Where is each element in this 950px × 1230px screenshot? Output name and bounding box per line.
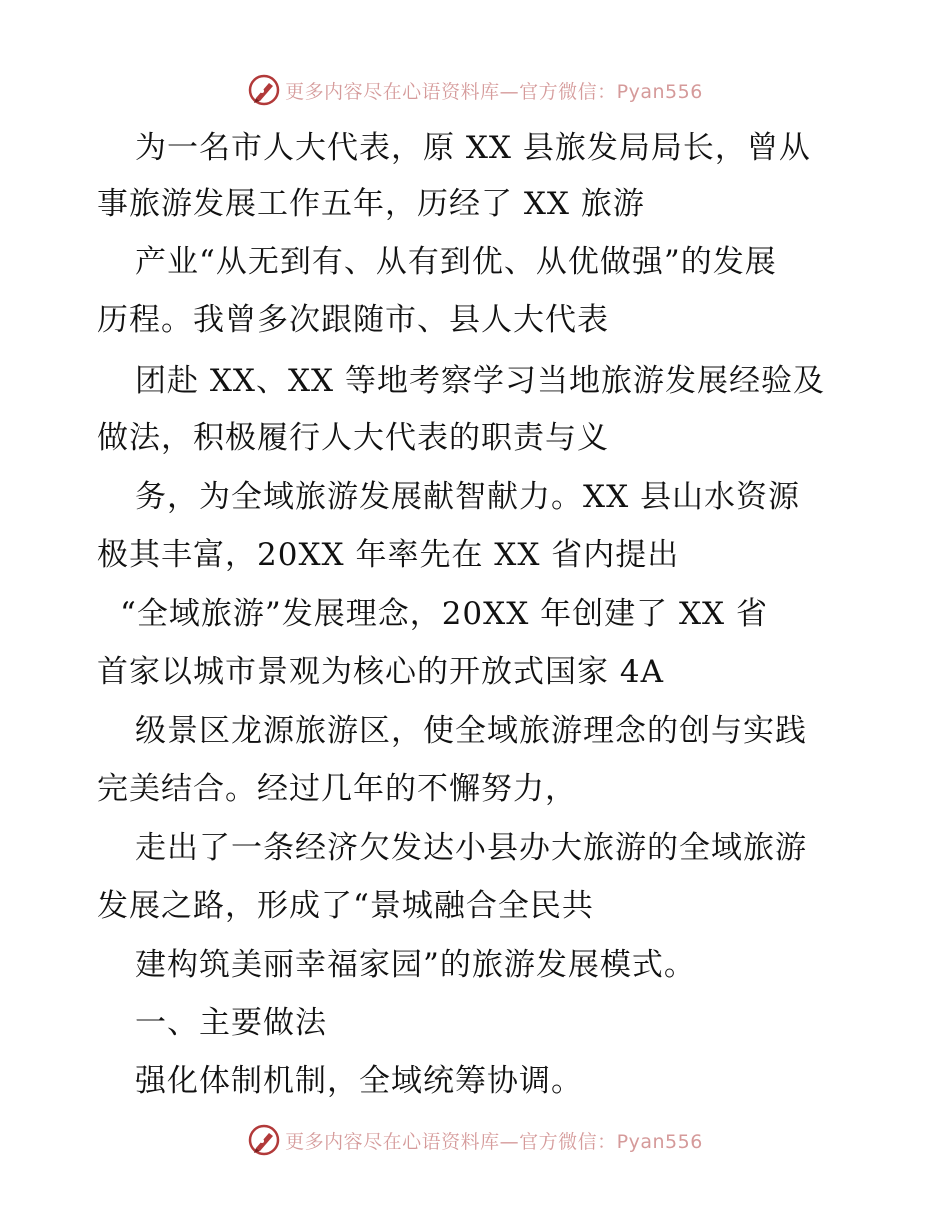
text-line-3: 产业“从无到有、从有到优、从优做强”的发展: [135, 244, 777, 280]
footer-watermark-banner: [0, 1120, 950, 1160]
text-line-8: 极其丰富，20XX 年率先在 XX 省内提出: [97, 537, 680, 573]
footer-watermark-text: 更多内容尽在心语资料库—官方微信：Pyan556: [285, 1130, 703, 1153]
header-watermark-banner: [0, 70, 950, 110]
section-heading: 一、主要做法: [135, 1005, 327, 1041]
header-watermark-text: 更多内容尽在心语资料库—官方微信：Pyan556: [285, 80, 703, 103]
pen-logo-icon: [247, 1123, 281, 1157]
pen-logo-icon: [247, 73, 281, 107]
text-line-2: 事旅游发展工作五年，历经了 XX 旅游: [97, 186, 645, 222]
text-line-5: 团赴 XX、XX 等地考察学习当地旅游发展经验及: [135, 363, 825, 399]
text-line-15: 建构筑美丽幸福家园”的旅游发展模式。: [135, 947, 696, 983]
text-line-12: 完美结合。经过几年的不懈努力，: [97, 771, 577, 807]
text-line-17: 强化体制机制，全域统筹协调。: [135, 1063, 583, 1099]
text-line-11: 级景区龙源旅游区，使全域旅游理念的创与实践: [135, 713, 807, 749]
text-line-6: 做法，积极履行人大代表的职责与义: [97, 420, 609, 456]
text-line-10: 首家以城市景观为核心的开放式国家 4A: [97, 654, 664, 690]
text-line-13: 走出了一条经济欠发达小县办大旅游的全域旅游: [135, 830, 807, 866]
text-line-9: “全域旅游”发展理念，20XX 年创建了 XX 省: [120, 596, 768, 632]
text-line-7: 务，为全域旅游发展献智献力。XX 县山水资源: [135, 479, 800, 515]
text-line-1: 为一名市人大代表，原 XX 县旅发局局长，曾从: [135, 130, 811, 166]
text-line-14: 发展之路，形成了“景城融合全民共: [97, 888, 594, 924]
text-line-4: 历程。我曾多次跟随市、县人大代表: [97, 302, 609, 338]
